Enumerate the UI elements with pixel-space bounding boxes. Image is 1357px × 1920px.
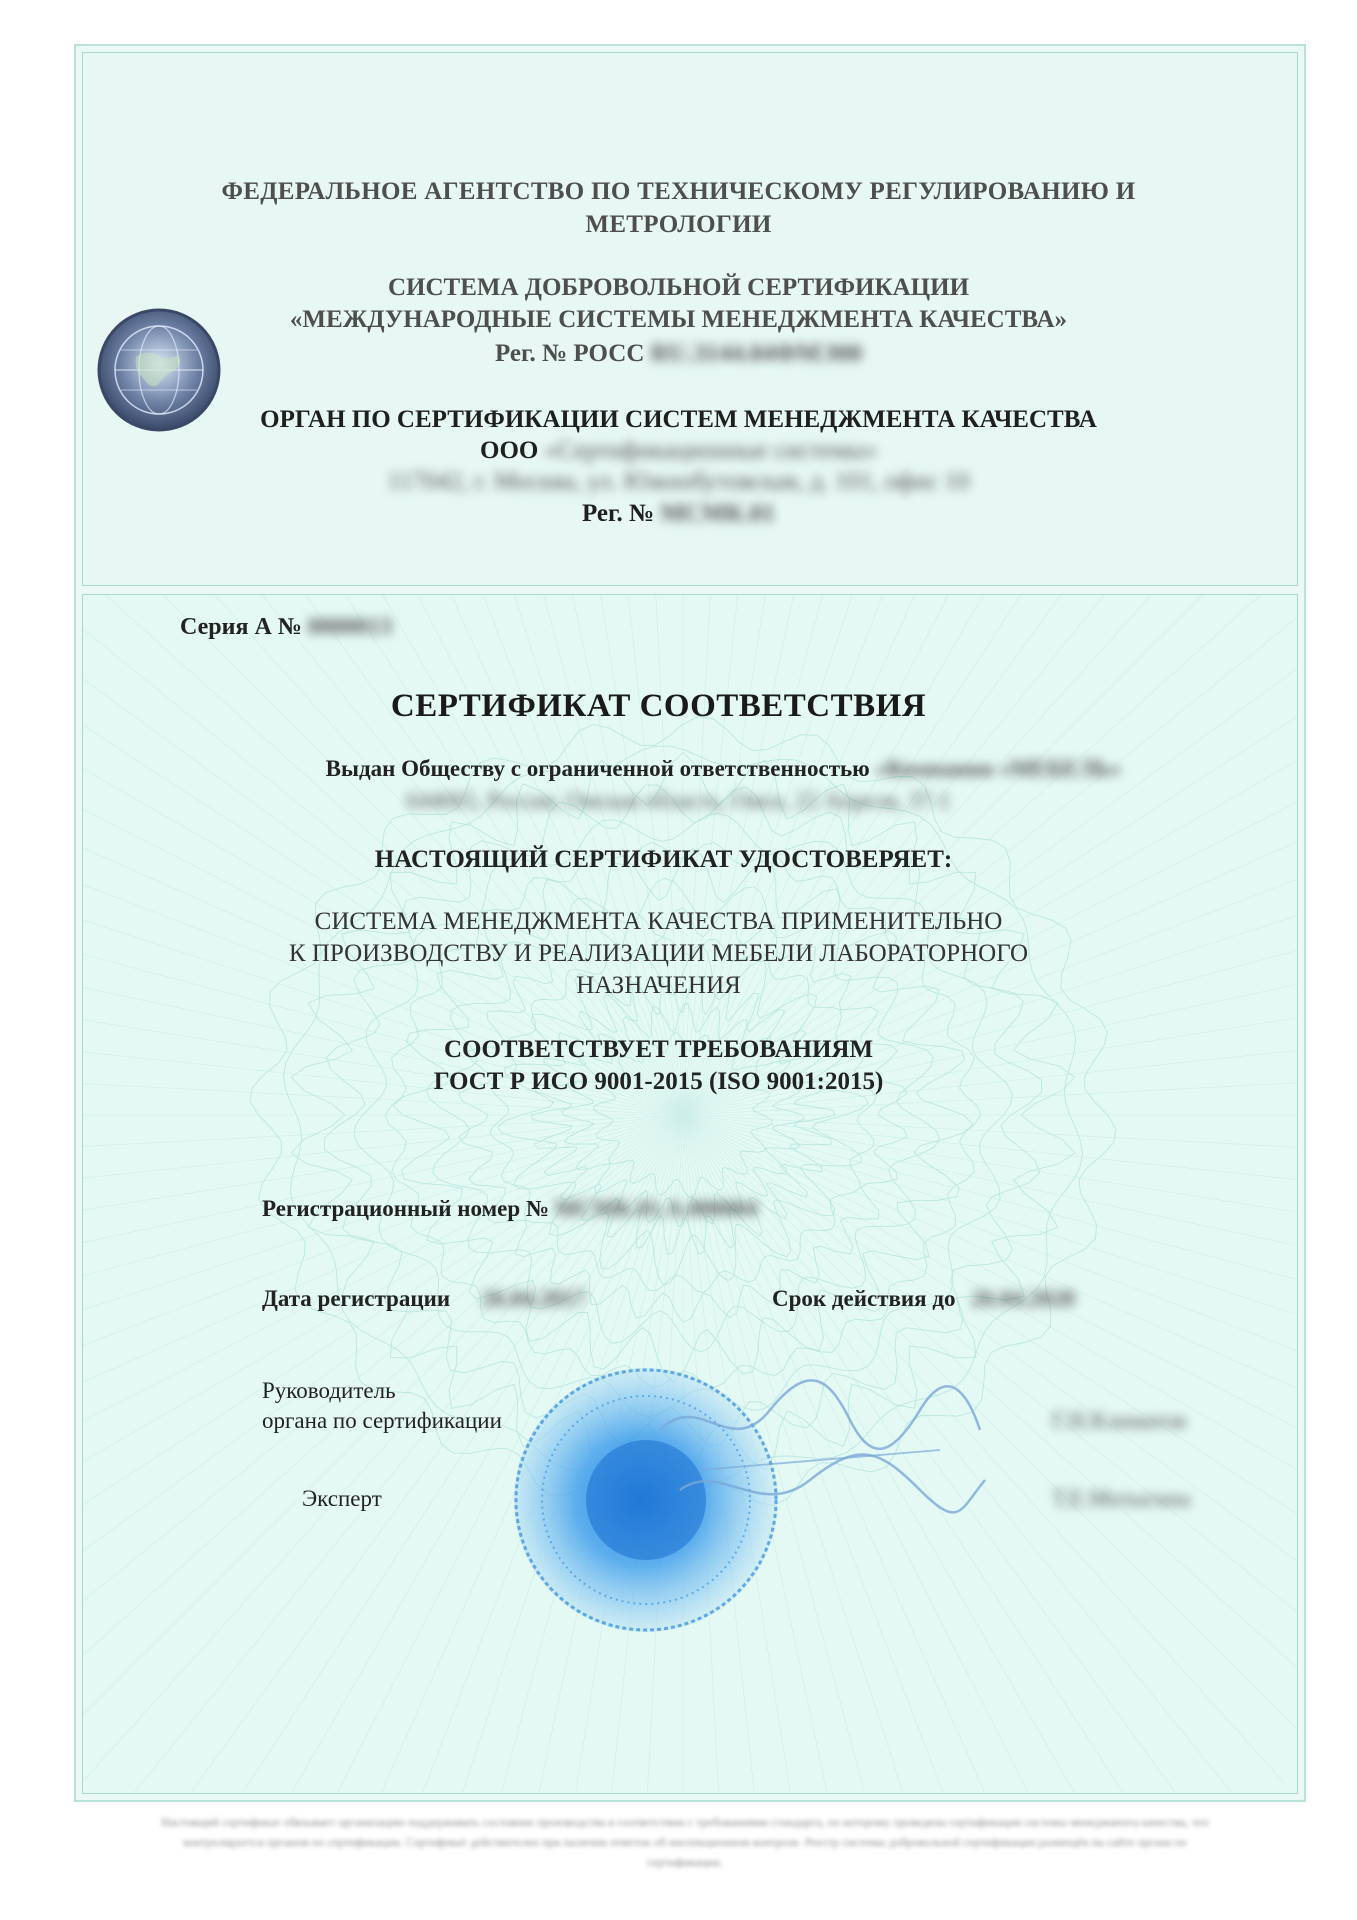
scope-line-1: СИСТЕМА МЕНЕДЖМЕНТА КАЧЕСТВА ПРИМЕНИТЕЛЬНО [314,908,1003,935]
series-value: 0000013 [307,614,392,640]
scope-line-2: К ПРОИЗВОДСТВУ И РЕАЛИЗАЦИИ МЕБЕЛИ ЛАБОРАТОРНОГО [288,940,1029,967]
expert-name-value: Т.Е.Мотыгина [1052,1486,1191,1511]
expert-name [1052,1486,1190,1512]
signature [640,1370,1000,1550]
valid-line [772,1286,1075,1312]
certifies-heading: НАСТОЯЩИЙ СЕРТИФИКАТ УДОСТОВЕРЯЕТ: [374,846,953,873]
organ-address: 117042, г. Москва, ул. Южнобутовская, д. 101, офис 10 [387,468,970,495]
complies-line-1: СООТВЕТСТВУЕТ ТРЕБОВАНИЯМ [443,1036,874,1063]
regnum-value: МСМК.01.А.000084 [554,1196,758,1221]
organ-reg-line [0,500,1357,528]
head-label-line-2: органа по сертификации [262,1408,502,1433]
organ-address-line [0,468,1357,496]
system-line-2: «МЕЖДУНАРОДНЫЕ СИСТЕМЫ МЕНЕДЖМЕНТА КАЧЕСТВА» [289,306,1068,333]
issued-line [45,756,1357,782]
head-name-value: Г.Н.Климатов [1052,1408,1187,1433]
organ-reg-label: Рег. № [581,500,655,527]
issued-label: Выдан Обществу с ограниченной ответственностью [325,756,870,781]
date-label: Дата регистрации [262,1286,451,1311]
expert-label: Эксперт [302,1486,382,1511]
agency-line-1: ФЕДЕРАЛЬНОЕ АГЕНТСТВО ПО ТЕХНИЧЕСКОМУ РЕГУЛИРОВАНИЮ И [221,178,1136,205]
date-line [262,1286,585,1312]
system-reg-label: Рег. № РОСС [494,340,645,367]
regnum-label: Регистрационный номер № [262,1196,550,1221]
series-line [180,614,392,641]
organ-name-line [0,437,1357,465]
system-line-1: СИСТЕМА ДОБРОВОЛЬНОЙ СЕРТИФИКАЦИИ [387,274,970,301]
certificate-title: СЕРТИФИКАТ СООТВЕТСТВИЯ [390,688,927,724]
issued-name: «Компания «МЕБЕЛЬ» [875,756,1122,781]
organ-line: ОРГАН ПО СЕРТИФИКАЦИИ СИСТЕМ МЕНЕДЖМЕНТА КАЧЕСТВА [260,406,1097,433]
head-label-line-1: Руководитель [262,1378,396,1403]
regnum-line [262,1196,757,1222]
agency-line-2: МЕТРОЛОГИИ [585,211,772,238]
head-name [1052,1408,1186,1434]
scope-line-3: НАЗНАЧЕНИЯ [576,972,741,999]
system-reg-value: RU.З144.04ФМЭ00 [650,340,862,367]
series-label: Серия А № [180,614,302,640]
system-reg [0,340,1357,368]
complies-line-2: ГОСТ Р ИСО 9001-2015 (ISO 9001:2015) [433,1068,884,1095]
issued-address-line [0,788,1357,814]
organ-name: «Сертификационные системы» [544,437,877,464]
valid-value: 26.04.2020 [971,1286,1075,1311]
issued-address: 644065, Россия, Омская область, Омск, 22 Апреля, 37-1 [406,788,951,813]
valid-label: Срок действия до [772,1286,956,1311]
organ-reg-value: МСМК.01 [660,500,776,527]
organ-type: ООО [480,437,539,464]
date-value: 26.04.2017 [481,1286,586,1311]
footnote: Настоящий сертификат обязывает организацию поддерживать состояние производства в соответствии с требованиями стандарта, по которому проведена сертификация системы менеджмента качества, что контролируется органом по сертификации. Сертификат действителен при наличии отметок об инспекционном контроле. Реестр системы добровольной сертификации размещён на сайте органа по сертификации. [161,1815,1209,1869]
